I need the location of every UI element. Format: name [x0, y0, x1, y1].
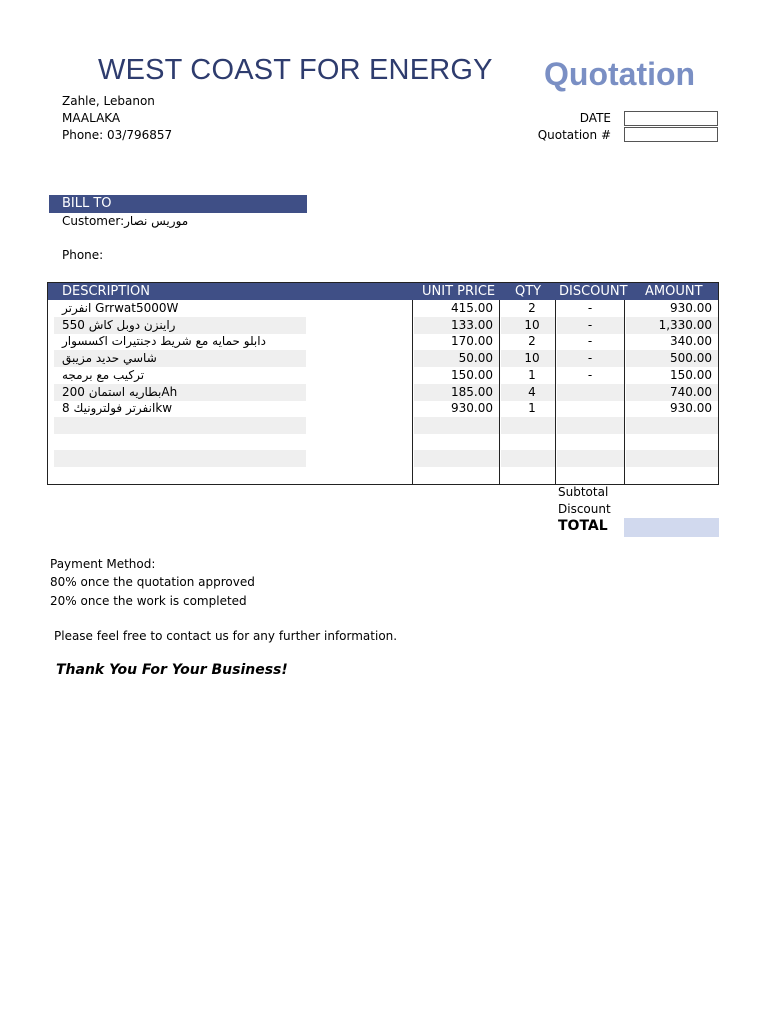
table-row: [48, 333, 718, 350]
row-unit-price: 50.00: [458, 351, 493, 366]
company-phone: Phone: 03/796857: [62, 128, 173, 142]
row-unit-price: 930.00: [451, 401, 493, 416]
table-row-empty: [48, 434, 718, 451]
row-amount: 930.00: [670, 401, 712, 416]
payment-term-2: 20% once the work is completed: [50, 594, 247, 608]
subtotal-label: Subtotal: [558, 485, 609, 499]
thank-you-message: Thank You For Your Business!: [56, 662, 288, 678]
row-shading: [414, 450, 500, 467]
bill-to-header: [49, 195, 307, 213]
table-row: [48, 300, 718, 317]
table-row: [48, 317, 718, 334]
row-shading: [626, 417, 718, 434]
row-unit-price: 170.00: [451, 334, 493, 349]
row-amount: 740.00: [670, 384, 712, 399]
contact-note: Please feel free to contact us for any further information.: [54, 629, 398, 643]
bill-to-heading: BILL TO: [62, 196, 112, 211]
row-amount: 1,330.00: [658, 317, 712, 332]
row-unit-price: 150.00: [451, 367, 493, 382]
col-divider: [499, 300, 500, 484]
items-table-header: [48, 283, 718, 300]
date-field[interactable]: [624, 111, 718, 126]
row-amount: 930.00: [670, 301, 712, 315]
col-discount: DISCOUNT: [559, 284, 628, 299]
row-shading: [626, 450, 718, 467]
col-description: DESCRIPTION: [62, 284, 150, 299]
table-row: [48, 384, 718, 401]
customer-name: موريس نصار: [124, 214, 189, 228]
payment-term-1: 80% once the quotation approved: [50, 575, 255, 589]
customer-phone-label: Phone:: [62, 248, 104, 262]
row-amount: 340.00: [670, 334, 712, 349]
table-row-empty: [48, 417, 718, 434]
row-amount: 150.00: [670, 367, 712, 382]
row-qty: 2: [528, 301, 536, 315]
row-shading: [54, 417, 306, 434]
row-description: تركيب مع برمجه: [62, 367, 145, 382]
row-shading: [557, 450, 625, 467]
row-qty: 1: [528, 367, 536, 382]
row-description: انفرتر فولترونيك 8kw: [62, 401, 173, 416]
row-shading: [501, 417, 556, 434]
row-shading: [414, 417, 500, 434]
date-label: DATE: [579, 111, 611, 125]
row-discount: -: [587, 351, 593, 366]
row-discount: -: [587, 301, 593, 315]
row-discount: -: [587, 317, 593, 332]
total-value-field: [624, 518, 719, 537]
document-title: Quotation: [544, 56, 696, 92]
row-shading: [54, 450, 306, 467]
row-qty: 1: [528, 401, 536, 416]
col-divider: [624, 300, 625, 484]
col-qty: QTY: [515, 284, 542, 299]
row-unit-price: 185.00: [451, 384, 493, 399]
company-name: WEST COAST FOR ENERGY: [98, 54, 493, 86]
row-description: شاسي حديد مزيبق: [62, 351, 157, 366]
discount-label: Discount: [558, 502, 611, 516]
row-qty: 10: [524, 351, 540, 366]
row-description: دابلو حمايه مع شريط دجنتيرات اكسسوار: [62, 334, 266, 349]
row-discount: -: [587, 334, 593, 349]
row-description: بطاريه استمان 200Ah: [62, 384, 178, 399]
row-description: راينزن دوبل كاش 550: [62, 317, 176, 332]
col-divider: [412, 300, 413, 484]
table-row: [48, 350, 718, 367]
col-unit-price: UNIT PRICE: [422, 284, 496, 299]
total-label: TOTAL: [558, 518, 608, 534]
row-unit-price: 133.00: [451, 317, 493, 332]
col-divider: [555, 300, 556, 484]
col-amount: AMOUNT: [645, 284, 703, 299]
row-shading: [501, 450, 556, 467]
customer-label: Customer:: [62, 214, 125, 228]
row-qty: 10: [524, 317, 540, 332]
address-line-1: Zahle, Lebanon: [62, 94, 155, 108]
row-shading: [557, 384, 625, 401]
row-qty: 4: [528, 384, 536, 399]
row-description: انفرتر Grrwat5000W: [62, 301, 179, 315]
quotation-number-label: Quotation #: [537, 128, 611, 142]
row-unit-price: 415.00: [451, 301, 493, 315]
payment-method-label: Payment Method:: [50, 557, 156, 571]
row-qty: 2: [528, 334, 536, 349]
customer-line: [62, 214, 188, 228]
quotation-number-field[interactable]: [624, 127, 718, 142]
row-discount: -: [587, 367, 593, 382]
row-amount: 500.00: [670, 351, 712, 366]
table-row-empty: [48, 467, 718, 484]
table-row-empty: [48, 450, 718, 467]
row-shading: [557, 417, 625, 434]
table-row: [48, 367, 718, 384]
table-row: [48, 400, 718, 417]
address-line-2: MAALAKA: [62, 111, 121, 125]
